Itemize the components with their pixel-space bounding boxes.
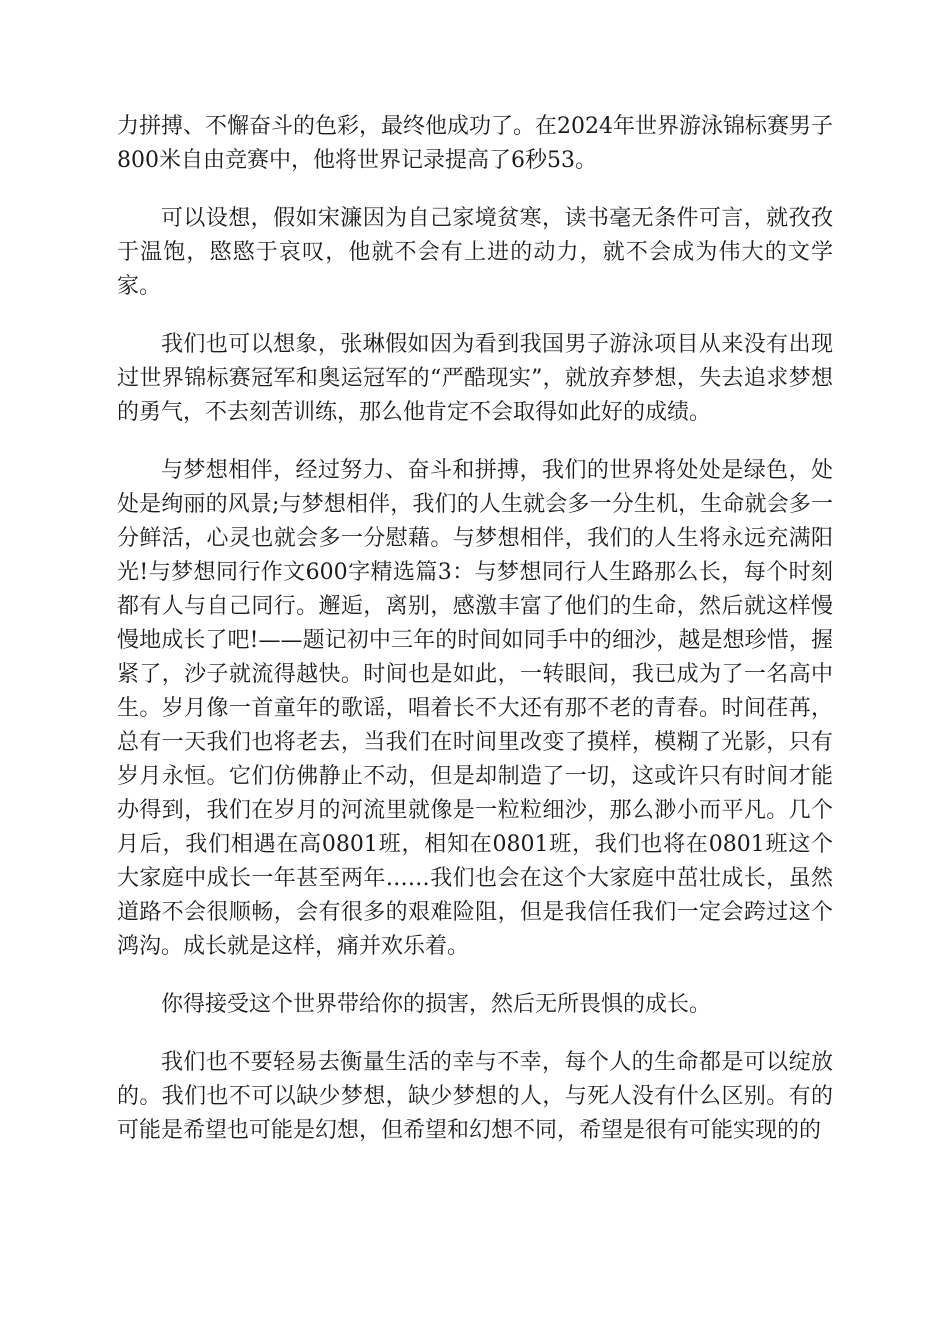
paragraph-6: 我们也不要轻易去衡量生活的幸与不幸，每个人的生命都是可以绽放的。我们也不可以缺少梦想，缺少梦想的人，与死人没有什么区别。有的可能是希望也可能是幻想，但希望和幻想不同，希望是很有可能实现的的 [117,1050,833,1143]
paragraph-1: 力拼搏、不懈奋斗的色彩，最终他成功了。在2024年世界游泳锦标赛男子800米自由竞赛中，他将世界记录提高了6秒53。 [117,114,833,173]
paragraph-4: 与梦想相伴，经过努力、奋斗和拼搏，我们的世界将处处是绿色，处处是绚丽的风景;与梦想相伴，我们的人生就会多一分生机，生命就会多一分鲜活，心灵也就会多一分慰藉。与梦想相伴，我们的人生将永远充满阳光!与梦想同行作文600字精选篇3：与梦想同行人生路那么长，每个时刻都有人与自己同行。邂逅，离别，感激丰富了他们的生命，然后就这样慢慢地成长了吧!——题记初中三年的时间如同手中的细沙，越是想珍惜，握紧了，沙子就流得越快。时间也是如此，一转眼间，我已成为了一名高中生。岁月像一首童年的歌谣，唱着长不大还有那不老的青春。时间荏苒，总有一天我们也将老去，当我们在时间里改变了摸样，模糊了光影，只有岁月永恒。它们仿佛静止不动，但是却制造了一切，这或许只有时间才能办得到，我们在岁月的河流里就像是一粒粒细沙，那么渺小而平凡。几个月后，我们相遇在高0801班，相知在0801班，我们也将在0801班这个大家庭中成长一年甚至两年……我们也会在这个大家庭中茁壮成长，虽然道路不会很顺畅，会有很多的艰难险阻，但是我信任我们一定会跨过这个鸿沟。成长就是这样，痛并欢乐着。 [117,458,833,959]
paragraph-3: 我们也可以想象，张琳假如因为看到我国男子游泳项目从来没有出现过世界锦标赛冠军和奥运冠军的“严酷现实”，就放弃梦想，失去追求梦想的勇气，不去刻苦训练，那么他肯定不会取得如此好的成绩。 [117,332,833,425]
paragraph-5: 你得接受这个世界带给你的损害，然后无所畏惧的成长。 [161,992,712,1017]
document-page [117,110,833,1172]
paragraph-2: 可以设想，假如宋濂因为自己家境贫寒，读书毫无条件可言，就孜孜于温饱，愍愍于哀叹，他就不会有上进的动力，就不会成为伟大的文学家。 [117,206,833,299]
